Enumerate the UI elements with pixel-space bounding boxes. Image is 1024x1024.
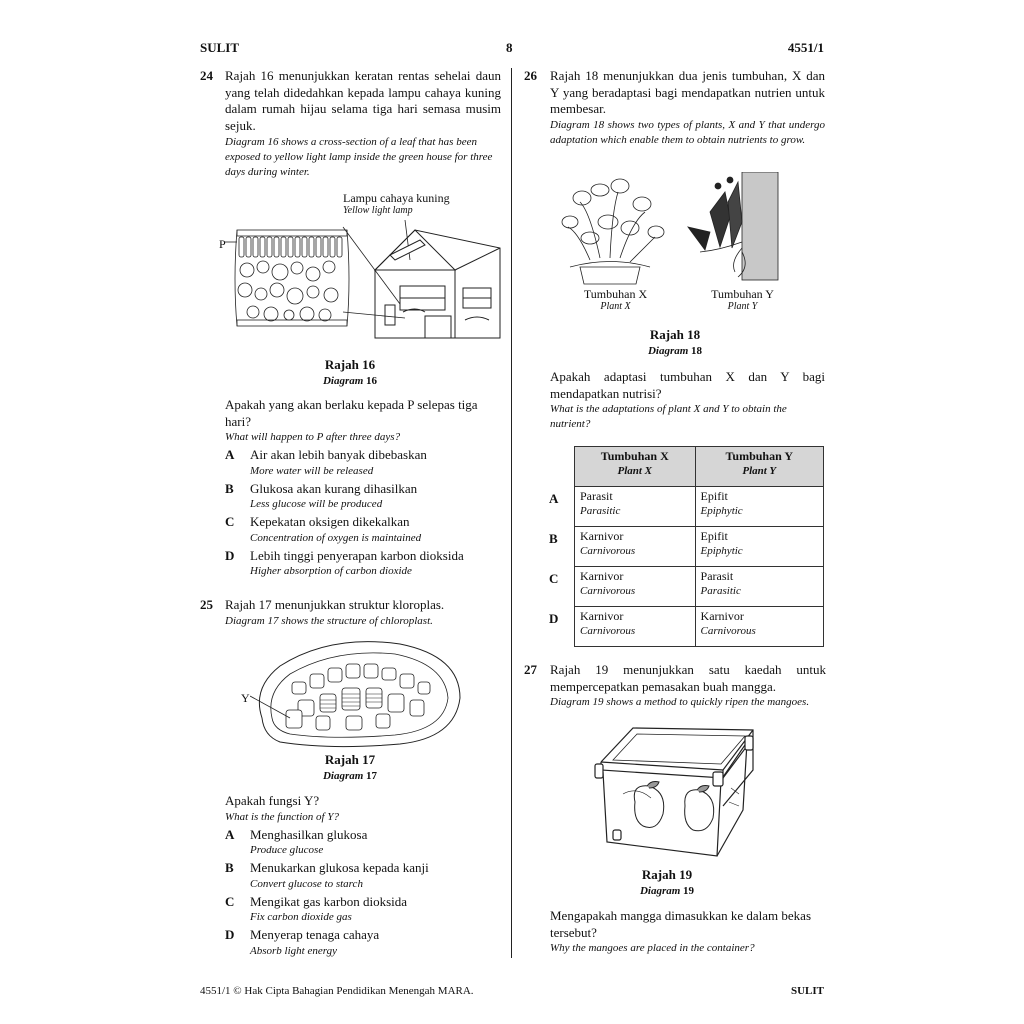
q27-question-block [550, 908, 825, 956]
lamp-label-en: Yellow light lamp [343, 205, 413, 216]
cell-text: Karnivor [580, 569, 624, 583]
cell-text-en: Epiphytic [700, 505, 743, 517]
plant-y-label-ms: Tumbuhan Y [711, 287, 774, 301]
option-text-en: Higher absorption of carbon dioxide [250, 565, 412, 577]
q24-question-en: What will happen to P after three days? [225, 431, 401, 443]
greenhouse [375, 230, 500, 338]
option-letter: A [225, 447, 235, 462]
diagram-17-caption-num: 17 [366, 770, 378, 782]
q26-option-c-letter[interactable]: C [549, 571, 559, 586]
question-26-number: 26 [524, 68, 537, 83]
cell-text-en: Carnivorous [580, 585, 636, 597]
diagram-16-caption-num: 16 [366, 375, 378, 387]
leaf-cross-section [225, 230, 349, 326]
lamp-label [343, 191, 450, 217]
page-number: 8 [506, 40, 513, 55]
grana [286, 664, 430, 730]
cell-text-en: Carnivorous [700, 625, 756, 637]
diagram-19-caption-en: Diagram [639, 885, 681, 897]
table-header-y-ms: Tumbuhan Y [725, 449, 794, 463]
cell-text-en: Carnivorous [580, 625, 636, 637]
option-text: Menukarkan glukosa kepada kanji [250, 860, 429, 875]
diagram-17-caption-en: Diagram [322, 770, 364, 782]
plants-diagram [560, 172, 810, 287]
option-text: Mengikat gas karbon dioksida [250, 893, 408, 909]
plant-y [688, 172, 778, 280]
option-text-en: Concentration of oxygen is maintained [250, 531, 422, 544]
table-row-c[interactable] [575, 567, 824, 607]
mangoes [623, 782, 739, 831]
header-left: SULIT [200, 40, 240, 55]
table-cell [695, 487, 823, 527]
table-cell [575, 607, 696, 647]
plant-x-label-ms: Tumbuhan X [583, 287, 648, 301]
q25-option-a[interactable] [225, 827, 505, 859]
question-27 [550, 662, 826, 710]
option-letter: D [225, 927, 235, 942]
diagram-18-caption-en: Diagram [647, 345, 689, 357]
table-cell [575, 487, 696, 527]
q25-option-d[interactable] [225, 927, 505, 959]
option-letter: C [225, 514, 235, 529]
table-row-a[interactable] [575, 487, 824, 527]
label-p: P [219, 237, 226, 251]
q25-question: Apakah fungsi Y? [225, 793, 320, 808]
table-row-b[interactable] [575, 527, 824, 567]
plant-x [562, 179, 664, 284]
option-text: Lebih tinggi penyerapan karbon dioksida [250, 547, 464, 563]
cell-text-en: Parasitic [580, 505, 621, 517]
q26-option-d-letter[interactable]: D [549, 611, 559, 626]
q24-question-block [225, 397, 505, 579]
q25-stem-en: Diagram 17 shows the structure of chloroplast. [225, 614, 433, 627]
diagram-19-caption [617, 867, 717, 899]
question-24-number: 24 [200, 68, 213, 83]
q24-option-d[interactable] [225, 548, 505, 580]
q24-option-c[interactable] [225, 514, 505, 546]
diagram-18-caption [625, 327, 725, 359]
q25-question-block [225, 793, 505, 959]
option-text-en: Fix carbon dioxide gas [250, 911, 352, 923]
q25-option-b[interactable] [225, 860, 505, 892]
option-text: Menyerap tenaga cahaya [250, 927, 380, 942]
lamp-label-ms: Lampu cahaya kuning [343, 191, 450, 205]
table-header-y-en: Plant Y [742, 465, 777, 477]
table-cell [695, 527, 823, 567]
diagram-19-caption-ms: Rajah 19 [641, 867, 693, 882]
diagram-17-caption-ms: Rajah 17 [324, 752, 376, 767]
q26-answer-table [574, 446, 824, 647]
diagram-16-caption [300, 357, 400, 389]
cell-text: Karnivor [580, 609, 624, 623]
option-letter: B [225, 480, 234, 496]
cell-text: Parasit [700, 569, 734, 583]
cell-text: Karnivor [580, 529, 624, 543]
q24-stem-en: Diagram 16 shows a cross-section of a leaf that has been exposed to yellow light lamp inside the green house for three days during winter. [225, 136, 493, 178]
cell-text-en: Carnivorous [580, 545, 636, 557]
diagram-19-caption-num: 19 [683, 885, 695, 897]
column-divider [511, 68, 512, 958]
q27-question: Mengapakah mangga dimasukkan ke dalam bekas tersebut? [550, 908, 811, 940]
q26-stem-en: Diagram 18 shows two types of plants, X and Y that undergo adaptation which enable them to obtain nutrients to grow. [550, 118, 825, 146]
diagram-16-caption-ms: Rajah 16 [324, 357, 376, 372]
footer-copyright: 4551/1 © Hak Cipta Bahagian Pendidikan Menengah MARA. [200, 985, 474, 997]
diagram-17-caption [300, 752, 400, 784]
question-25 [225, 597, 505, 629]
leaf-greenhouse-diagram [225, 220, 510, 345]
table-row-d[interactable] [575, 607, 824, 647]
footer-right: SULIT [790, 985, 824, 997]
q24-option-a[interactable] [225, 447, 505, 479]
option-text-en: Less glucose will be produced [250, 498, 383, 510]
option-text: Air akan lebih banyak dibebaskan [250, 447, 427, 462]
q26-option-a-letter[interactable]: A [549, 491, 559, 506]
option-text-en: Convert glucose to starch [250, 877, 363, 890]
cell-text: Epifit [700, 529, 728, 543]
question-26 [550, 68, 825, 148]
option-letter: D [225, 547, 235, 563]
cell-text: Karnivor [700, 609, 744, 623]
header-right: 4551/1 [787, 40, 824, 55]
q25-option-c[interactable] [225, 894, 505, 926]
q24-stem: Rajah 16 menunjukkan keratan rentas sehelai daun yang telah didedahkan kepada lampu cahaya kuning dalam rumah hijau selama tiga hari semasa musim sejuk. [225, 68, 501, 133]
table-cell [695, 607, 823, 647]
cell-text: Parasit [580, 489, 613, 503]
table-header-x [575, 447, 696, 487]
q26-stem: Rajah 18 menunjukkan dua jenis tumbuhan, X dan Y yang beradaptasi bagi mendapatkan nutrien untuk membesar. [550, 68, 825, 116]
q27-question-en: Why the mangoes are placed in the container? [550, 942, 755, 954]
table-header-y [695, 447, 823, 487]
question-24 [225, 68, 501, 180]
question-27-number: 27 [524, 662, 537, 677]
q27-stem: Rajah 19 menunjukkan satu kaedah untuk mempercepatkan pemasakan buah mangga. [550, 662, 826, 694]
table-cell [575, 527, 696, 567]
container-diagram [593, 722, 763, 860]
chloroplast-diagram [250, 638, 465, 750]
cell-text-en: Parasitic [700, 585, 741, 597]
diagram-18-caption-num: 18 [691, 345, 703, 357]
q26-option-b-letter[interactable]: B [549, 531, 558, 546]
diagram-16-caption-en: Diagram [322, 375, 364, 387]
table-header-x-en: Plant X [617, 465, 653, 477]
option-letter: A [225, 826, 235, 842]
plant-y-label [695, 287, 790, 313]
option-text-en: Absorb light energy [250, 944, 337, 957]
question-25-number: 25 [200, 597, 213, 612]
q25-stem: Rajah 17 menunjukkan struktur kloroplas. [225, 597, 445, 612]
option-text: Menghasilkan glukosa [250, 826, 368, 842]
q26-question-en: What is the adaptations of plant X and Y to obtain the nutrient? [550, 403, 787, 430]
table-cell [575, 567, 696, 607]
cell-text-en: Epiphytic [700, 545, 743, 557]
q25-question-en: What is the function of Y? [225, 810, 339, 823]
plant-y-label-en: Plant Y [727, 301, 758, 312]
cell-text: Epifit [700, 489, 728, 503]
option-text: Glukosa akan kurang dihasilkan [250, 480, 418, 496]
q24-option-b[interactable] [225, 481, 505, 513]
q26-question: Apakah adaptasi tumbuhan X dan Y bagi mendapatkan nutrisi? [550, 369, 825, 401]
option-text: Kepekatan oksigen dikekalkan [250, 514, 410, 529]
option-text-en: More water will be released [250, 464, 374, 477]
plant-x-label [568, 287, 663, 313]
q26-question-block [550, 369, 825, 432]
table-cell [695, 567, 823, 607]
option-text-en: Produce glucose [250, 844, 324, 856]
option-letter: C [225, 893, 235, 909]
diagram-18-caption-ms: Rajah 18 [649, 327, 701, 342]
plant-x-label-en: Plant X [600, 301, 631, 312]
label-y: Y [241, 691, 250, 705]
q27-stem-en: Diagram 19 shows a method to quickly ripen the mangoes. [550, 696, 810, 708]
q24-question: Apakah yang akan berlaku kepada P selepas tiga hari? [225, 397, 478, 429]
table-header-x-ms: Tumbuhan X [600, 449, 669, 463]
option-letter: B [225, 860, 234, 875]
